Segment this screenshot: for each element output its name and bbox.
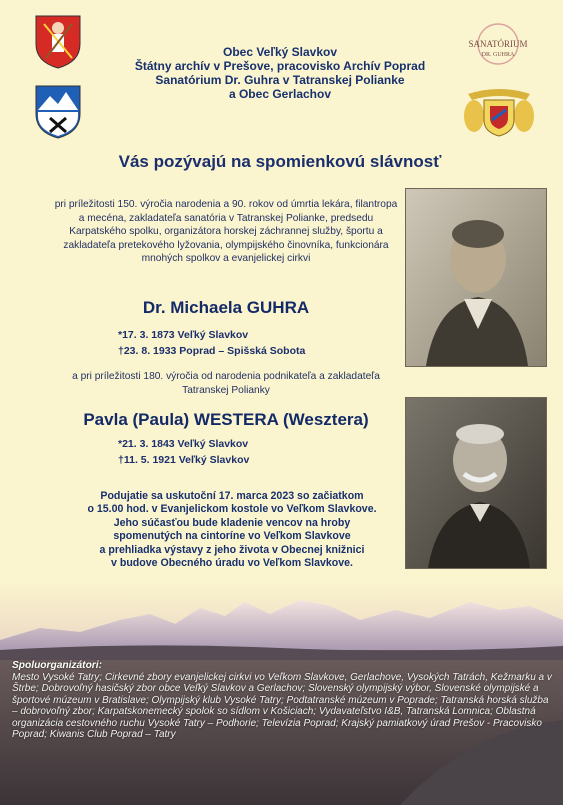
person2-dates <box>118 436 249 468</box>
event-line: v budove Obecného úradu vo Veľkom Slavkove. <box>111 557 353 570</box>
velky-slavkov-crest-icon <box>34 14 82 70</box>
person1-born: *17. 3. 1873 Veľký Slavkov <box>118 329 249 341</box>
person1-dates <box>118 327 305 359</box>
person1-died: †23. 8. 1933 Poprad – Spišská Sobota <box>118 345 306 357</box>
co-organizers-list: Mesto Vysoké Tatry; Cirkevné zbory evanjelickej cirkvi vo Veľkom Slavkove, Gerlachove, Vysokých Tatrách, Kežmarku a v Štrbe; Dobrovoľný hasičský zbor obce Veľký Slavkov a Gerlachov; Slovenský olympijský výbor, Slovenské olympijské a športové múzeum v Bratislave; Olympijský klub Vysoké Tatry; Podtatranské múzeum v Poprade; Tatranská horská služba – dobrovoľný zbor; Karpatskonemecký spolok so sídlom v Košiciach; Vydavateľstvo I&B, Tatranská Lomnica; Oblastná organizácia cestovného ruchu Vysoké Tatry – Podhorie; Televízia Poprad; Krajský pamiatkový úrad Prešov - Pracovisko Poprad; Kiwanis Club Poprad – Tatry <box>12 671 552 740</box>
portrait-photo-wester <box>405 397 547 569</box>
person1-intro: pri príležitosti 150. výročia narodenia a 90. rokov od úmrtia lekára, filantropa a mecéna, zakladateľa sanatória v Tatranskej Polianke, predsedu Karpatského spolku, organizátora horskej záchrannej služby, športu a zakladateľa pretekového lyžovania, olympijského činovníka, funkcionára mnohých spolkov a evanjelickej cirkvi <box>54 199 398 265</box>
event-line: Jeho súčasťou bude kladenie vencov na hroby <box>113 516 351 529</box>
event-line: Podujatie sa uskutoční 17. marca 2023 so začiatkom <box>100 490 364 502</box>
event-line: o 15.00 hod. v Evanjelickom kostole vo Veľkom Slavkove. <box>87 503 377 516</box>
co-organizers-heading: Spoluorganizátori: <box>12 660 102 671</box>
co-organizers-section <box>12 660 552 741</box>
invitation-title: Vás pozývajú na spomienkovú slávnosť <box>118 152 442 171</box>
sanatorium-logo-icon <box>462 22 534 72</box>
person2-name: Pavla (Paula) WESTERA (Wesztera) <box>83 410 369 429</box>
event-line: a prehliadka výstavy z jeho života v Obecnej knižnici <box>99 543 365 556</box>
organizer-list <box>100 45 460 101</box>
person2-intro: a pri príležitosti 180. výročia od narodenia podnikateľa a zakladateľa Tatranskej Polianky <box>72 371 380 396</box>
person2-born: *21. 3. 1843 Veľký Slavkov <box>118 438 249 450</box>
event-line: spomenutých na cintoríne vo Veľkom Slavkove <box>113 530 351 543</box>
organizer-line: Obec Veľký Slavkov <box>222 45 338 59</box>
svg-text:SANATÓRIUM: SANATÓRIUM <box>468 39 528 49</box>
tatranska-polianka-crest-icon <box>460 86 538 138</box>
portrait-photo-guhr <box>405 188 547 367</box>
organizer-line: a Obec Gerlachov <box>228 87 332 101</box>
person1-name: Dr. Michaela GUHRA <box>142 298 310 317</box>
organizer-line: Sanatórium Dr. Guhra v Tatranskej Polianke <box>155 73 405 87</box>
gerlachov-crest-icon <box>34 84 82 140</box>
svg-text:DR. GUHRA: DR. GUHRA <box>481 52 515 58</box>
event-details <box>52 490 412 570</box>
person2-died: †11. 5. 1921 Veľký Slavkov <box>118 454 250 466</box>
organizer-line: Štátny archív v Prešove, pracovisko Archív Poprad <box>134 59 426 73</box>
